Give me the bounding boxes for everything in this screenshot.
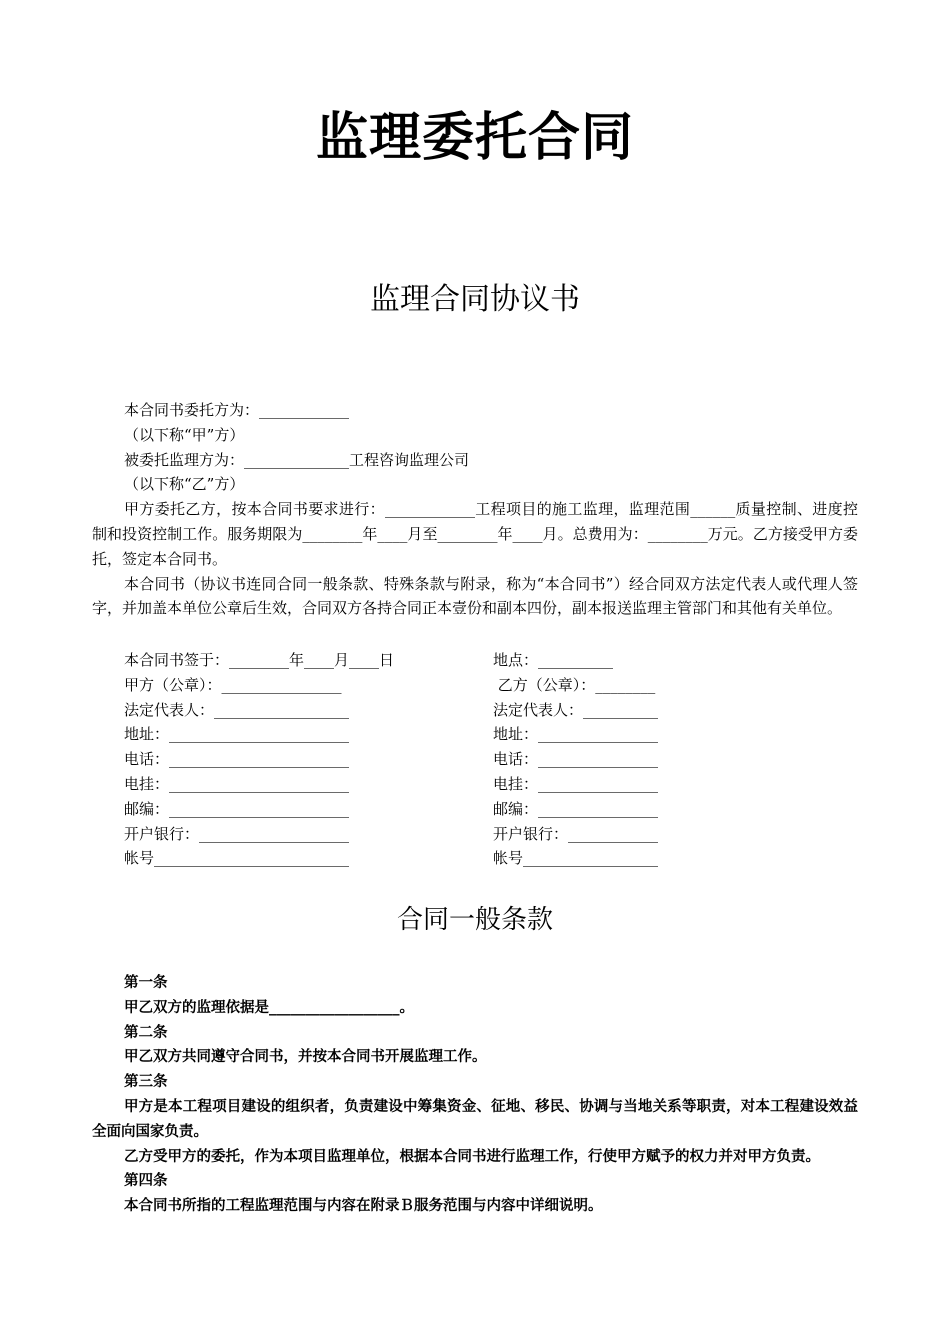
clause-heading: 第四条 — [124, 1172, 168, 1190]
agreement-paragraph: 本合同书委托方为：____________ — [124, 401, 350, 419]
signature-row — [124, 772, 724, 797]
signature-field-party-a: 开户银行：____________________ — [124, 824, 350, 843]
signature-field-party-b: 乙方（公章）：________ — [493, 675, 656, 694]
clause-text: 甲方是本工程项目建设的组织者，负责建设中筹集资金、征地、移民、协调与当地关系等职责，对本工程建设效益全面向国家负责。 — [92, 1097, 858, 1140]
signature-row — [124, 822, 724, 847]
signature-field-party-b: 开户银行：____________ — [493, 824, 659, 843]
signature-field-party-b: 法定代表人：__________ — [493, 700, 659, 719]
clause-text: 甲乙双方的监理依据是__________________。 — [124, 998, 414, 1016]
signature-row — [124, 698, 724, 723]
document-title: 监理委托合同 — [315, 108, 634, 168]
clause-text: 甲乙双方共同遵守合同书，并按本合同书开展监理工作。 — [124, 1048, 487, 1066]
signature-field-party-a: 电话：________________________ — [124, 750, 350, 769]
signature-field-party-a: 本合同书签于：________年____月____日 — [124, 651, 395, 669]
signature-field-party-b: 地址：________________ — [493, 725, 659, 744]
signature-row — [124, 722, 724, 747]
signature-row — [124, 747, 724, 772]
signature-row — [124, 846, 724, 871]
signature-field-party-a: 帐号__________________________ — [124, 849, 350, 868]
signature-block — [124, 648, 724, 871]
clause-text: 本合同书所指的工程监理范围与内容在附录Ｂ服务范围与内容中详细说明。 — [124, 1197, 603, 1215]
clause-heading: 第一条 — [124, 974, 168, 991]
clause-text: 乙方受甲方的委托，作为本项目监理单位，根据本合同书进行监理工作，行使甲方赋予的权力并对甲方负责。 — [124, 1147, 820, 1165]
agreement-paragraph: 甲方委托乙方，按本合同书要求进行：____________工程项目的施工监理，监理范围______质量控制、进度控制和投资控制工作。服务期限为________年____月至________年____月。总费用为：________万元。乙方接受甲方委托，签定本合同书。 — [92, 500, 858, 568]
signature-field-party-b: 地点：__________ — [493, 651, 614, 669]
signature-field-party-b: 电话：________________ — [493, 750, 659, 769]
signature-field-party-b: 邮编：________________ — [493, 799, 659, 818]
agreement-paragraph: 本合同书（协议书连同合同一般条款、特殊条款与附录，称为“本合同书”）经合同双方法定代表人或代理人签字，并加盖本单位公章后生效，合同双方各持合同正本壹份和副本四份，副本报送监理主管部门和其他有关单位。 — [92, 574, 858, 618]
signature-field-party-a: 电挂：________________________ — [124, 774, 350, 793]
signature-field-party-a: 邮编：________________________ — [124, 799, 350, 818]
general-terms-title: 合同一般条款 — [396, 905, 553, 935]
agreement-body — [92, 398, 858, 621]
agreement-paragraph: （以下称“乙”方） — [124, 475, 245, 494]
signature-field-party-b: 电挂：________________ — [493, 774, 659, 793]
signature-row — [124, 648, 724, 673]
agreement-paragraph: （以下称“甲”方） — [124, 425, 245, 444]
signature-row — [124, 797, 724, 822]
clause-heading: 第二条 — [124, 1023, 168, 1041]
signature-row — [124, 673, 724, 698]
signature-field-party-a: 地址：________________________ — [124, 725, 350, 744]
agreement-paragraph: 被委托监理方为：______________工程咨询监理公司 — [124, 450, 470, 469]
agreement-title: 监理合同协议书 — [370, 282, 580, 317]
signature-field-party-a: 甲方（公章）：________________ — [124, 675, 342, 694]
general-terms-body — [92, 971, 858, 1219]
signature-field-party-b: 帐号__________________ — [493, 849, 659, 868]
signature-field-party-a: 法定代表人：__________________ — [124, 700, 350, 719]
clause-heading: 第三条 — [124, 1073, 168, 1091]
